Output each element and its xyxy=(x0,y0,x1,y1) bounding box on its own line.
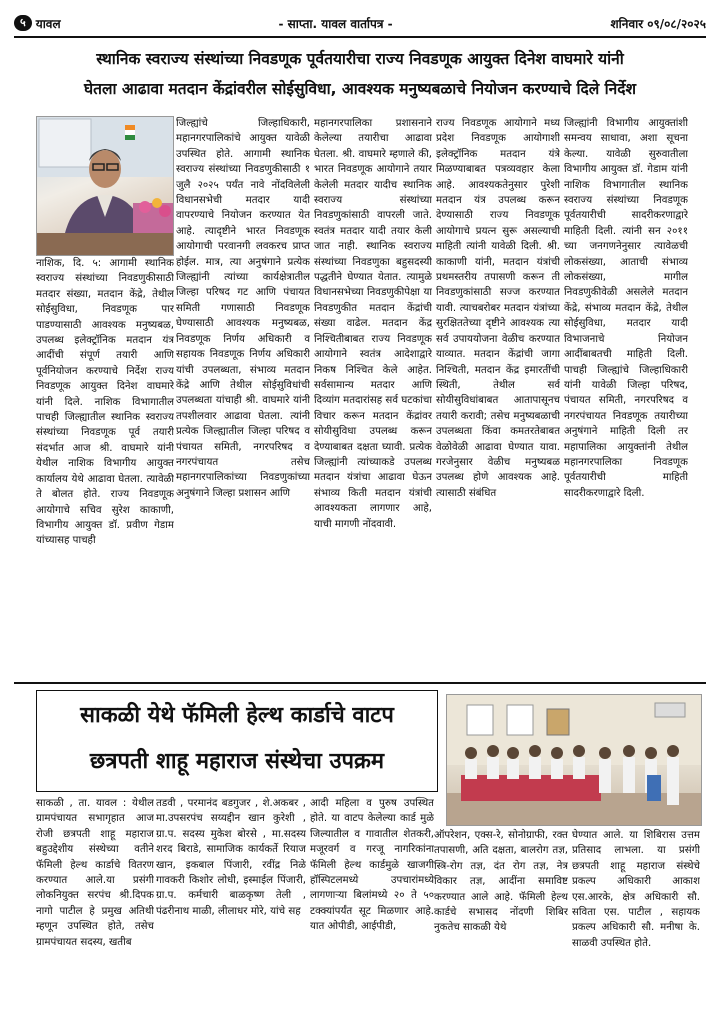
official-photo xyxy=(36,116,174,256)
article1-column-5: जिल्ह्यांनी विभागीय आयुक्तांशी समन्वय साधावा, अशा सूचना केल्या. यावेळी सुरुवातीला विभागीय आयुक्त डॉ. गेडाम यांनी नाशिक विभागातील स्थानिक स्वराज्य संस्थांच्या निवडणूक पूर्वतयारीची सादरीकरणाद्वारे माहिती दिली. त्यांनी सन २०११ च्या जनगणनेनुसार त्यावेळची लोकसंख्या, आताची संभाव्य लोकसंख्या, मागील निवडणुकीवेळी असलेले मतदान केंद्रे, संभाव्य मतदान केंद्रे, तेथील सोईसुविधा, मतदार यादी विभाजनाचे नियोजन आदींबाबतची माहिती दिली. पाचही जिल्ह्यांचे जिल्हाधिकारी यांनी यावेळी जिल्हा परिषद, पंचायत समिती, नगरपरिषद व नगरपंचायत निवडणूक तयारीच्या अनुषंगाने माहिती दिली तर महापालिका आयुक्तांनी तेथील महानगरपालिका निवडणूक पूर्वतयारीची माहिती सादरीकरणाद्वारे दिली. xyxy=(564,118,688,499)
article2-column-5: घेण्यात आले. या शिबिरास उत्तम प्रतिसाद लाभला. या प्रसंगी छत्रपती शाहू महाराज संस्थेचे प्रकल्प अधिकारी आकाश एस.आरके, क्षेत्र अधिकारी सौ. सविता एस. पाटील , सहायक प्रकल्प अधिकारी सौ. मनीषा के. साळवी उपस्थित होते. xyxy=(572,830,700,949)
section-name: यावल xyxy=(35,16,61,31)
article1-column-2: जिल्ह्यांचे जिल्हाधिकारी, महानगरपालिकांचे आयुक्त यावेळी उपस्थित होते. आगामी स्थानिक स्वराज्य संस्थांच्या निवडणुकीसाठी १ जुलै २०२५ पर्यंत नावे नोंदविलेली विधानसभेची मतदार यादी वापरण्याचे नियोजन करण्यात येत आहे. त्यादृष्टीने भारत निवडणूक आयोगाची परवानगी लवकरच प्राप्त होईल. मात्र, त्या अनुषंगाने प्रत्येक जिल्ह्यांनी त्यांच्या कार्यक्षेत्रातील जिल्हा परिषद गट आणि पंचायत समिती गणासाठी निवडणूक घेण्यासाठी आवश्यक मनुष्यबळ, निवडणूक निर्णय अधिकारी व सहायक निवडणूक निर्णय अधिकारी यांची उपलब्धता, संभाव्य मतदान केंद्रे आणि तेथील सोईसुविधांची उपलब्धता यांचाही श्री. वाघमारे यांनी तपशीलवार आढावा घेतला. त्यांनी प्रत्येक जिल्ह्यातील जिल्हा परिषद व पंचायत समिती, नगरपरिषद व नगरपंचायत तसेच महानगरपालिकांच्या निवडणुकांच्या अनुषंगाने जिल्हा प्रशासन आणि xyxy=(176,118,310,499)
article2-column-2: तडवी , परमानंद बडगुजर , शे.अकबर , मा.उपसरपंच सय्यद्दीन खान कुरेशी , ग्रा.प. सदस्य मुकेश बोरसे , मा.सदस्य शरद बिराडे, सामाजिक कार्यकर्ते रियाज खान, इकबाल पिंजारी, रवींद्र निळे गावकरी किशोर लोधी, इस्माईल पिंजारी, ग्रा.प. कर्मचारी बाळकृष्ण तेली , पंढरीनाथ माळी, लीलाधर मोरे, यांचे सह xyxy=(156,798,306,917)
article1-headline-line1: स्थानिक स्वराज्य संस्थांच्या निवडणूक पूर्वतयारीचा राज्य निवडणूक आयुक्त दिनेश वाघमारे यांनी xyxy=(96,50,624,68)
issue-date: शनिवार ०९/०८/२०२५ xyxy=(610,16,706,31)
article1-column-1: नाशिक, दि. ५: आगामी स्थानिक स्वराज्य संस्थांच्या निवडणुकीसाठी मतदार संख्या, मतदान केंद्रे, तेथील सोईसुविधा, निवडणूक पार पाडण्यासाठी आवश्यक मनुष्यबळ, उपलब्ध इलेक्ट्रॉनिक मतदान यंत्र आदींची संपूर्ण तयारी आणि पूर्वनियोजन करण्याचे निर्देश राज्य निवडणूक आयुक्त दिनेश वाघमारे यांनी दिले. नाशिक विभागातील पाचही जिल्ह्यातील स्थानिक स्वराज्य संस्थांच्या निवडणूक पूर्व तयारी संदर्भात आज श्री. वाघमारे यांनी येथील नाशिक विभागीय आयुक्त कार्यालय येथे आढावा घेतला. त्यावेळी ते बोलत होते. राज्य निवडणूक आयोगाचे सचिव सुरेश काकाणी, विभागीय आयुक्त डॉ. प्रवीण गेडाम यांच्यासह पाचही xyxy=(36,258,174,547)
page-header xyxy=(14,10,706,38)
article1-headline-line2: घेतला आढावा मतदान केंद्रांवरील सोईसुविधा, आवश्यक मनुष्यबळाचे नियोजन करण्याचे दिले निर्देश xyxy=(83,80,637,98)
event-photo xyxy=(446,694,702,826)
official-photo-illustration xyxy=(37,117,173,255)
page-number: ५ xyxy=(14,15,32,31)
article2-column-4: ऑपरेशन, एक्स-रे, सोनोग्राफी, रक्त तपासणी, अति दक्षता, बालरोग तज्ञ, स्त्रि-रोग तज्ञ, दंत रोग तज्ञ, नेत्र विकार तज्ञ, आदींना समाविष्ट करण्यात आले आहे. फॅमिली हेल्थ कार्डचे सभासद नोंदणी शिबिर नुकतेच साकळी येथे xyxy=(434,830,568,934)
article2-subheadline: छत्रपती शाहू महाराज संस्थेचा उपक्रम xyxy=(89,749,385,774)
article2-column-3: आदी महिला व पुरुष उपस्थित होते. या वाटप केलेल्या कार्ड मुळे जिल्यातील व गावातील शेतकरी, मजूरवर्ग व गरजू नागरिकांना फॅमिली हेल्थ कार्डमुळे खाजगी हॉस्पिटलमध्ये उपचारांमध्ये लागणाऱ्या बिलांमध्ये २० ते ५० टक्क्यांपर्यंत सूट मिळणार आहे. यात ओपीडी, आईपीडी, xyxy=(310,798,434,933)
article2-headline-box xyxy=(36,690,438,792)
article2-column-1: साकळी , ता. यावल : येथील ग्रामपंचायत सभागृहात आज रोजी छत्रपती शाहू महाराज बहुउद्देशीय संस्थेच्या वतीने फॅमिली हेल्थ कार्डाचे वितरण करण्यात आले.या प्रसंगी लोकनियुक्त सरपंच श्री.दिपक नागो पाटील हे प्रमुख अतिथी म्हणून उपस्थित होते, तसेच ग्रामपंचायत सदस्य, खतीब xyxy=(36,798,154,948)
page-number-block xyxy=(14,15,61,32)
section-divider xyxy=(14,682,706,684)
event-photo-illustration xyxy=(447,695,701,825)
article1-headline xyxy=(14,44,706,104)
newspaper-name: - साप्ता. यावल वार्तापत्र - xyxy=(278,16,393,31)
article2-headline: साकळी येथे फॅमिली हेल्थ कार्डाचे वाटप xyxy=(80,703,394,728)
article1-column-3: महानगरपालिका प्रशासनाने केलेल्या तयारीचा आढावा घेतला. श्री. वाघमारे म्हणाले की, भारत निवडणूक आयोगाने तयार केलेली मतदार यादीच स्थानिक स्वराज्य संस्थांच्या निवडणुकांसाठी वापरली जाते. स्वतंत्र मतदार यादी तयार केली जात नाही. स्थानिक स्वराज्य संस्थांच्या निवडणुका बहुसदस्यी पद्धतीने घेण्यात येतात. त्यामुळे विधानसभेच्या निवडणुकीपेक्षा या निवडणुकीत मतदान केंद्रांची संख्या वाढेल. मतदान केंद्र निश्चितीबाबत राज्य निवडणूक आयोगाने स्वतंत्र आदेशाद्वारे निकष निश्चित केले आहेत. सर्वसामान्य मतदार आणि दिव्यांग मतदारांसह सर्व घटकांचा विचार करून मतदान केंद्रांवर सोयीसुविधा उपलब्ध करून देण्याबाबत दक्षता घ्यावी. प्रत्येक जिल्ह्यांनी त्यांच्याकडे उपलब्ध मतदान यंत्रांचा आढावा घेऊन संभाव्य किती मतदान यंत्रांची आवश्यकता लागणार आहे, याची मागणी नोंदवावी. xyxy=(314,118,432,530)
newspaper-page xyxy=(14,10,706,1005)
article1-column-4: राज्य निवडणूक आयोगाने मध्य प्रदेश निवडणूक आयोगाशी इलेक्ट्रॉनिक मतदान यंत्रे मिळण्याबाबत पत्रव्यवहार केला आहे. आवश्यकतेनुसार पुरेशी मतदान यंत्र उपलब्ध करून देण्यासाठी राज्य निवडणूक आयोगाचे प्रयत्न सुरू असल्याची माहिती त्यांनी यावेळी दिली. श्री. काकाणी यांनी, मतदान यंत्रांची प्रथमस्तरीय तपासणी करून ती निवडणुकांसाठी सज्ज करण्यात यावी. त्याचबरोबर मतदान यंत्रांच्या सुरक्षिततेच्या दृष्टीने आवश्यक त्या सर्व उपाययोजना वेळीच करण्यात याव्यात. मतदान केंद्रांची जागा निश्चिती, मतदान केंद्र इमारतींची स्थिती, तेथील सर्व सोयीसुविधांबाबत आतापासूनच तयारी करावी; तसेच मनुष्यबळाची उपलब्धता किंवा कमतरतेबाबत वेळोवेळी आढावा घेण्यात यावा. गरजेनुसार वेळीच मनुष्यबळ उपलब्ध होणे आवश्यक आहे. त्यासाठी संबंधित xyxy=(436,118,560,499)
